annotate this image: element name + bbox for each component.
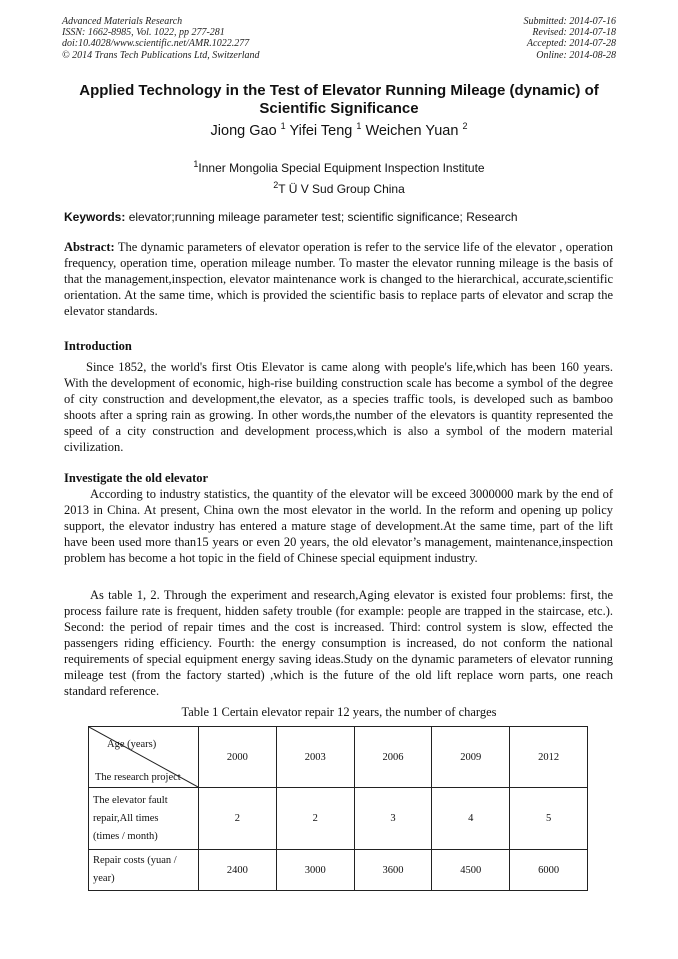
table-row <box>89 850 588 891</box>
table-header-row <box>89 727 588 788</box>
table-cell: 3 <box>354 788 432 850</box>
corner-top-label: Age (years) <box>107 739 157 750</box>
row-label-line: (times / month) <box>93 830 158 842</box>
year-header: 2000 <box>199 727 277 788</box>
row-label-repair-costs <box>89 850 199 891</box>
table-cell: 2 <box>276 788 354 850</box>
table-caption: Table 1 Certain elevator repair 12 years, the number of charges <box>181 705 497 719</box>
table-cell: 2400 <box>199 850 277 891</box>
row-label-fault-repair <box>89 788 199 850</box>
affiliation-mark: 2 <box>273 180 279 190</box>
affiliation-1 <box>62 161 616 175</box>
date-submitted: Submitted: 2014-07-16 <box>523 16 616 27</box>
date-online: Online: 2014-08-28 <box>536 49 616 61</box>
old-elevator-paragraph-2: As table 1, 2. Through the experiment and research,Aging elevator is existed four problems: first, the process failure rate is frequent, hidden safety trouble (for example: people are trapped in the staircase, etc.). Second: the period of repair times and the cost is increased. Third: control system is slow, effected the passengers riding efficiency. Fourth: the energy consumption is increased, do not conform the national requirements of special equipment energy saving ideas.Study on the dynamic parameters of elevator running mileage test (from the factory started) ,which is the future of the old lift replace worn parts, one reach standard reference. <box>64 588 613 698</box>
affiliation-2 <box>62 182 616 196</box>
corner-bottom-label: The research project <box>95 772 181 783</box>
row-label-line: Repair costs (yuan / <box>93 855 177 866</box>
journal-doi: doi:10.4028/www.scientific.net/AMR.1022.277 <box>62 38 250 50</box>
affiliation-mark: 1 <box>193 159 199 169</box>
author-affiliation-mark: 2 <box>462 121 468 132</box>
keywords-text: elevator;running mileage parameter test; scientific significance; Research <box>128 210 518 224</box>
year-header: 2012 <box>510 727 588 788</box>
table-row <box>89 788 588 850</box>
old-elevator-paragraph-1: According to industry statistics, the quantity of the elevator will be exceed 3000000 mark by the end of 2013 in China. At present, China own the most elevator in the world. In the reform and opening up policy support, the elevator industry has entered a mature stage of development.At the same time, part of the lift have been used more than15 years or even 20 years, the old elevator’s management, maintenance,inspection problem has become a hot topic in the field of Chinese special equipment industry. <box>64 487 613 565</box>
journal-issn: ISSN: 1662-8985, Vol. 1022, pp 277-281 <box>62 27 225 39</box>
author-name: Weichen Yuan <box>365 123 459 139</box>
keywords-label: Keywords: <box>64 210 126 224</box>
repair-table <box>88 726 588 891</box>
affiliation-text: Inner Mongolia Special Equipment Inspection Institute <box>198 161 485 175</box>
journal-name: Advanced Materials Research <box>62 16 183 27</box>
table-corner-cell <box>89 727 199 788</box>
date-revised: Revised: 2014-07-18 <box>532 27 616 39</box>
abstract-text: The dynamic parameters of elevator operation is refer to the service life of the elevator , operation frequency, operation time, operation mileage number. To master the elevator running mileage is the basis of that the management,inspection, elevator maintenance work is changed to the hierarchical, accurate,scientific orientation. At the same time, which is provided the scientific basis to replace parts of elevator and scrap the elevator standards. <box>64 240 614 318</box>
table-cell: 4 <box>432 788 510 850</box>
table-cell: 6000 <box>510 850 588 891</box>
year-header: 2003 <box>276 727 354 788</box>
table-cell: 2 <box>199 788 277 850</box>
year-header: 2009 <box>432 727 510 788</box>
keywords <box>64 210 616 224</box>
row-label-line: repair,All times <box>93 812 159 824</box>
author-affiliation-mark: 1 <box>280 121 286 132</box>
section-heading-old-elevator: Investigate the old elevator <box>64 471 209 485</box>
table-cell: 5 <box>510 788 588 850</box>
journal-copyright: © 2014 Trans Tech Publications Ltd, Switzerland <box>62 49 260 61</box>
author-list <box>62 123 616 139</box>
author-affiliation-mark: 1 <box>356 121 362 132</box>
abstract <box>64 239 613 319</box>
row-label-line: year) <box>93 873 115 884</box>
abstract-label: Abstract: <box>64 240 115 254</box>
section-heading-introduction: Introduction <box>64 339 132 353</box>
affiliation-text: T Ü V Sud Group China <box>278 182 405 196</box>
author-name: Jiong Gao <box>210 123 277 139</box>
journal-info-left <box>62 16 260 61</box>
date-accepted: Accepted: 2014-07-28 <box>526 38 616 50</box>
paper-title: Applied Technology in the Test of Elevator Running Mileage (dynamic) of Scientific Significance <box>79 82 599 117</box>
year-header: 2006 <box>354 727 432 788</box>
table-cell: 4500 <box>432 850 510 891</box>
introduction-paragraph: Since 1852, the world's first Otis Elevator is came along with people's life,which has been 160 years. With the development of economic, high-rise building construction scale has become a symbol of the degree of city construction and development,the elevator, as a species traffic tools, is developed such as bamboo shoots after a spring rain as growing. In other words,the number of the elevators is quantity represented the speed of a city construction and development process,which is also a symbol of the modern material civilization. <box>64 360 613 454</box>
table-cell: 3000 <box>276 850 354 891</box>
author-name: Yifei Teng <box>289 123 353 139</box>
row-label-line: The elevator fault <box>93 794 168 806</box>
journal-dates-right <box>524 16 617 61</box>
table-cell: 3600 <box>354 850 432 891</box>
